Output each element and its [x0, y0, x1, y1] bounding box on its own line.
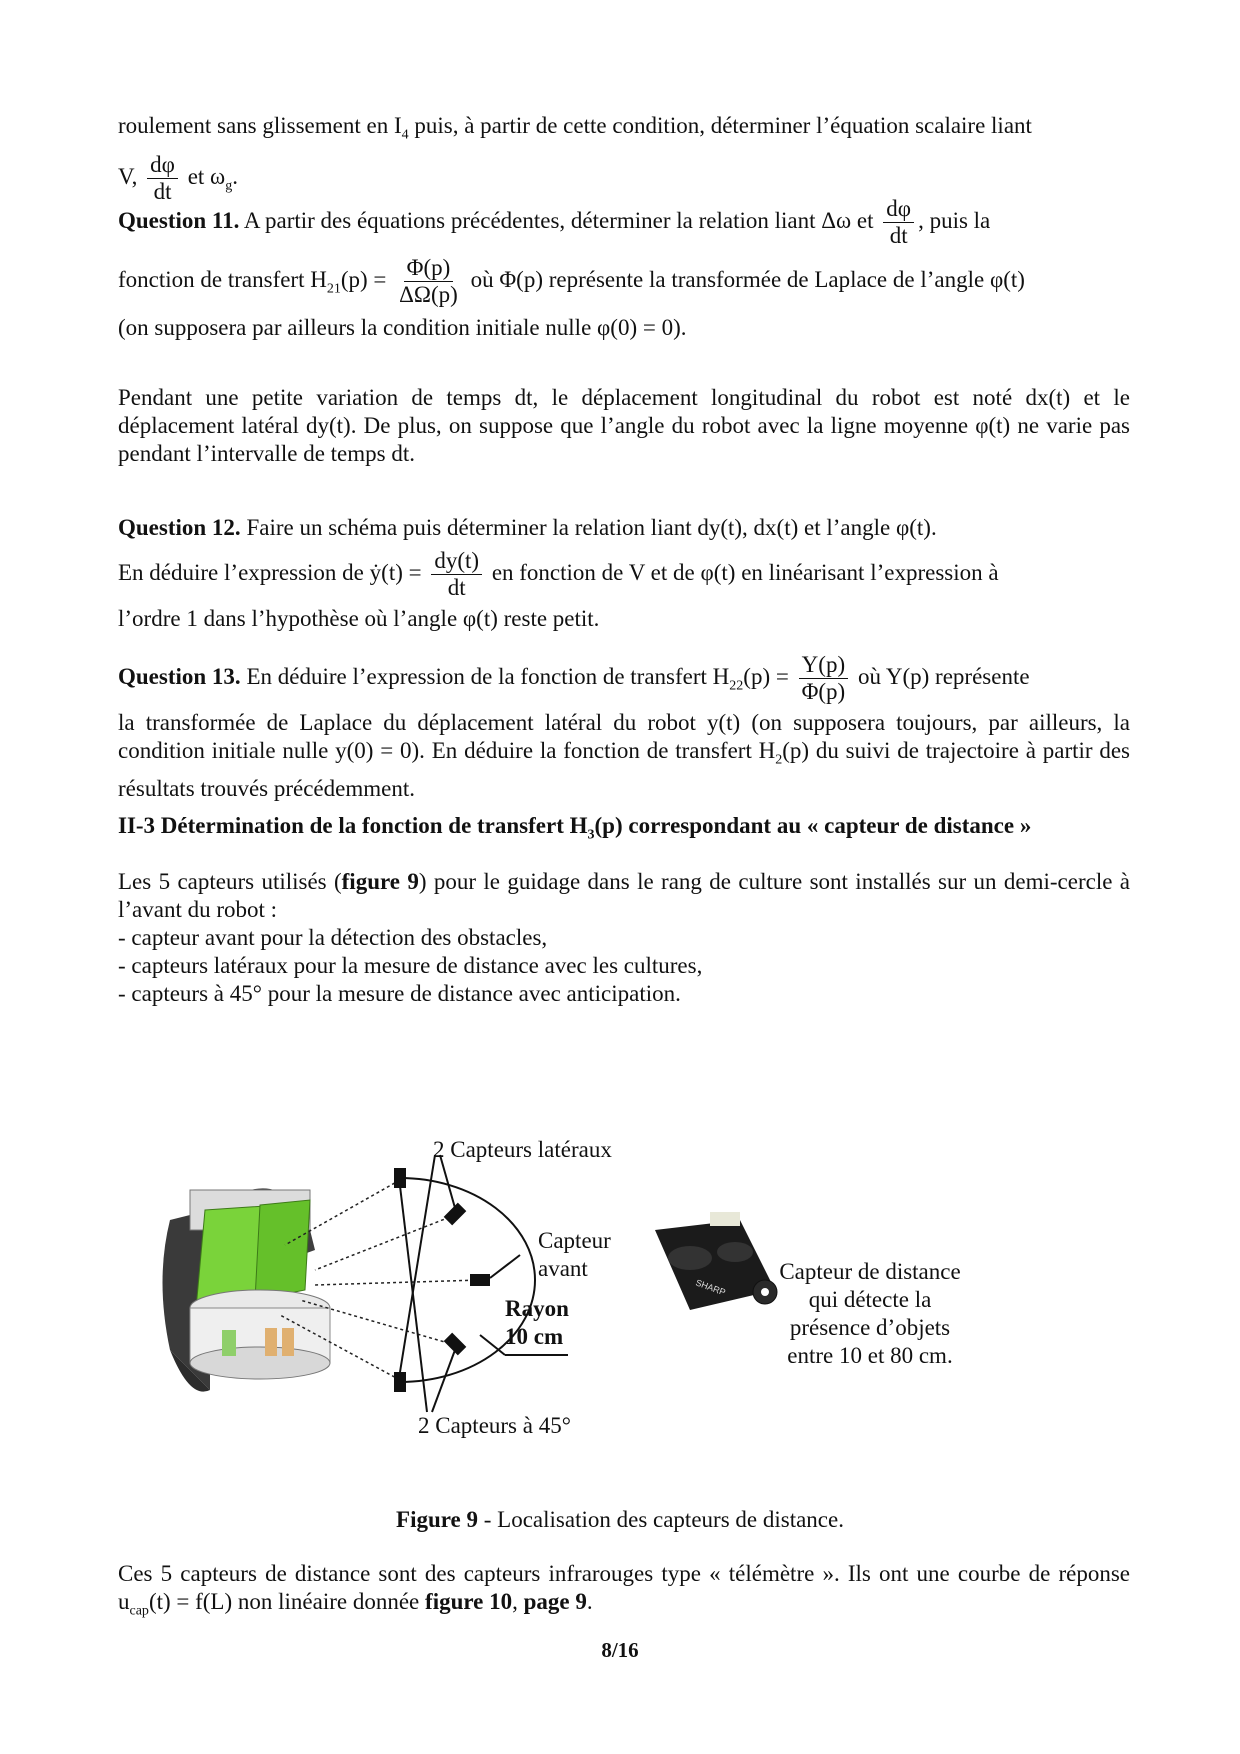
figure-caption: Figure 9 - Localisation des capteurs de distance.: [396, 1507, 844, 1532]
question-12: Question 12. Faire un schéma puis déterminer la relation liant dy(t), dx(t) et l’angle φ(t). En déduire l’expression de ẏ(t) = $\frac{dy(t)}{dt}$ en fonction de V et de φ(t) en linéarisant l’expression à l’ordre 1 dans l’hypothèse où l’angle φ(t) reste petit.: [118, 515, 999, 631]
label-radius-2: 10 cm: [505, 1324, 564, 1349]
section-title: II-3 Détermination de la fonction de transfert $H_3(p)$ correspondant au « capteur de distance »: [118, 813, 1032, 843]
sensor-description: Capteur de distance qui détecte la présence d’objets entre 10 et 80 cm.: [779, 1259, 961, 1368]
final-paragraph: Ces 5 capteurs de distance sont des capteurs infrarouges type « télémètre ». Ils ont une courbe de réponse $u_{cap}(t) = f(L)$ non linéaire donnée figure 10, page 9.: [118, 1561, 1130, 1619]
question-11: Question 11. A partir des équations précédentes, déterminer la relation liant Δω et $\frac{d\varphi}{dt}$ , puis la fonction de transfert $H_{21}(p)$ = $\frac{\Phi(p)}{\Delta\Omega(p)}$ où Φ(p) représente la transformée de Laplace de l’angle φ(t) (on supposera par ailleurs la condition initiale nulle φ(0) = 0).: [118, 196, 1025, 340]
page-number: 8/16: [601, 1638, 639, 1662]
figure-9: [150, 1137, 1080, 1480]
label-front-sensor-1: Capteur: [538, 1228, 611, 1253]
label-lateral-sensors: 2 Capteurs latéraux: [433, 1137, 612, 1162]
fraction-transfer-h21: $\frac{\Phi(p)}{\Delta\Omega(p)}$: [399, 255, 458, 307]
sensor-markers: [394, 1168, 490, 1392]
label-radius-1: Rayon: [505, 1296, 569, 1321]
capteurs-paragraph: Les 5 capteurs utilisés (figure 9) pour le guidage dans le rang de culture sont installés sur un demi-cercle à l’avant du robot : - capteur avant pour la détection des obstacles, - capteurs latéraux pour la mesure de distance avec les cultures, - capteurs à 45° pour la mesure de distance avec anticipation.: [118, 869, 1131, 1006]
fraction-dy-dt: $\frac{dy(t)}{dt}$: [431, 548, 482, 601]
list-item: - capteur avant pour la détection des obstacles,: [118, 925, 548, 950]
label-front-sensor-2: avant: [538, 1256, 588, 1281]
fraction-dphi-dt: $\frac{d\varphi}{dt}$: [883, 196, 914, 249]
robot-illustration: [163, 1188, 331, 1391]
fraction-transfer-h22: $\frac{Y(p)}{\Phi(p)}$: [799, 652, 849, 705]
list-item: - capteurs latéraux pour la mesure de distance avec les cultures,: [118, 953, 703, 978]
question-13: Question 13. En déduire l’expression de la fonction de transfert $H_{22}(p)$ = $\frac{Y(p)}{\Phi(p)}$ où Y(p) représente la transformée de Laplace du déplacement latéral du robot y(t) (on supposera toujours, par ailleurs, la condition initiale nulle y(0) = 0). En déduire la fonction de transfert $H_2(p)$ du suivi de trajectoire à partir des résultats trouvés précédemment.: [118, 652, 1130, 801]
paragraph-dt: Pendant une petite variation de temps dt, le déplacement longitudinal du robot est noté dx(t) et le déplacement latéral dy(t). De plus, on suppose que l’angle du robot avec la ligne moyenne φ(t) ne varie pas pendant l’intervalle de temps dt.: [118, 385, 1130, 466]
list-item: - capteurs à 45° pour la mesure de distance avec anticipation.: [118, 981, 681, 1006]
fraction-dphi-dt: $\frac{d\varphi}{dt}$: [147, 152, 178, 205]
capteurs-list: [118, 924, 1130, 1008]
intro-paragraph: roulement sans glissement en $I_4$ puis, à partir de cette condition, déterminer l’équation scalaire liant V, $\frac{d\varphi}{dt}$ et $\omega_g$.: [118, 113, 1032, 204]
sharp-sensor-photo: [655, 1212, 777, 1310]
svg-text:SHARP: SHARP: [694, 1277, 727, 1298]
label-45-sensors: 2 Capteurs à 45°: [418, 1413, 571, 1438]
